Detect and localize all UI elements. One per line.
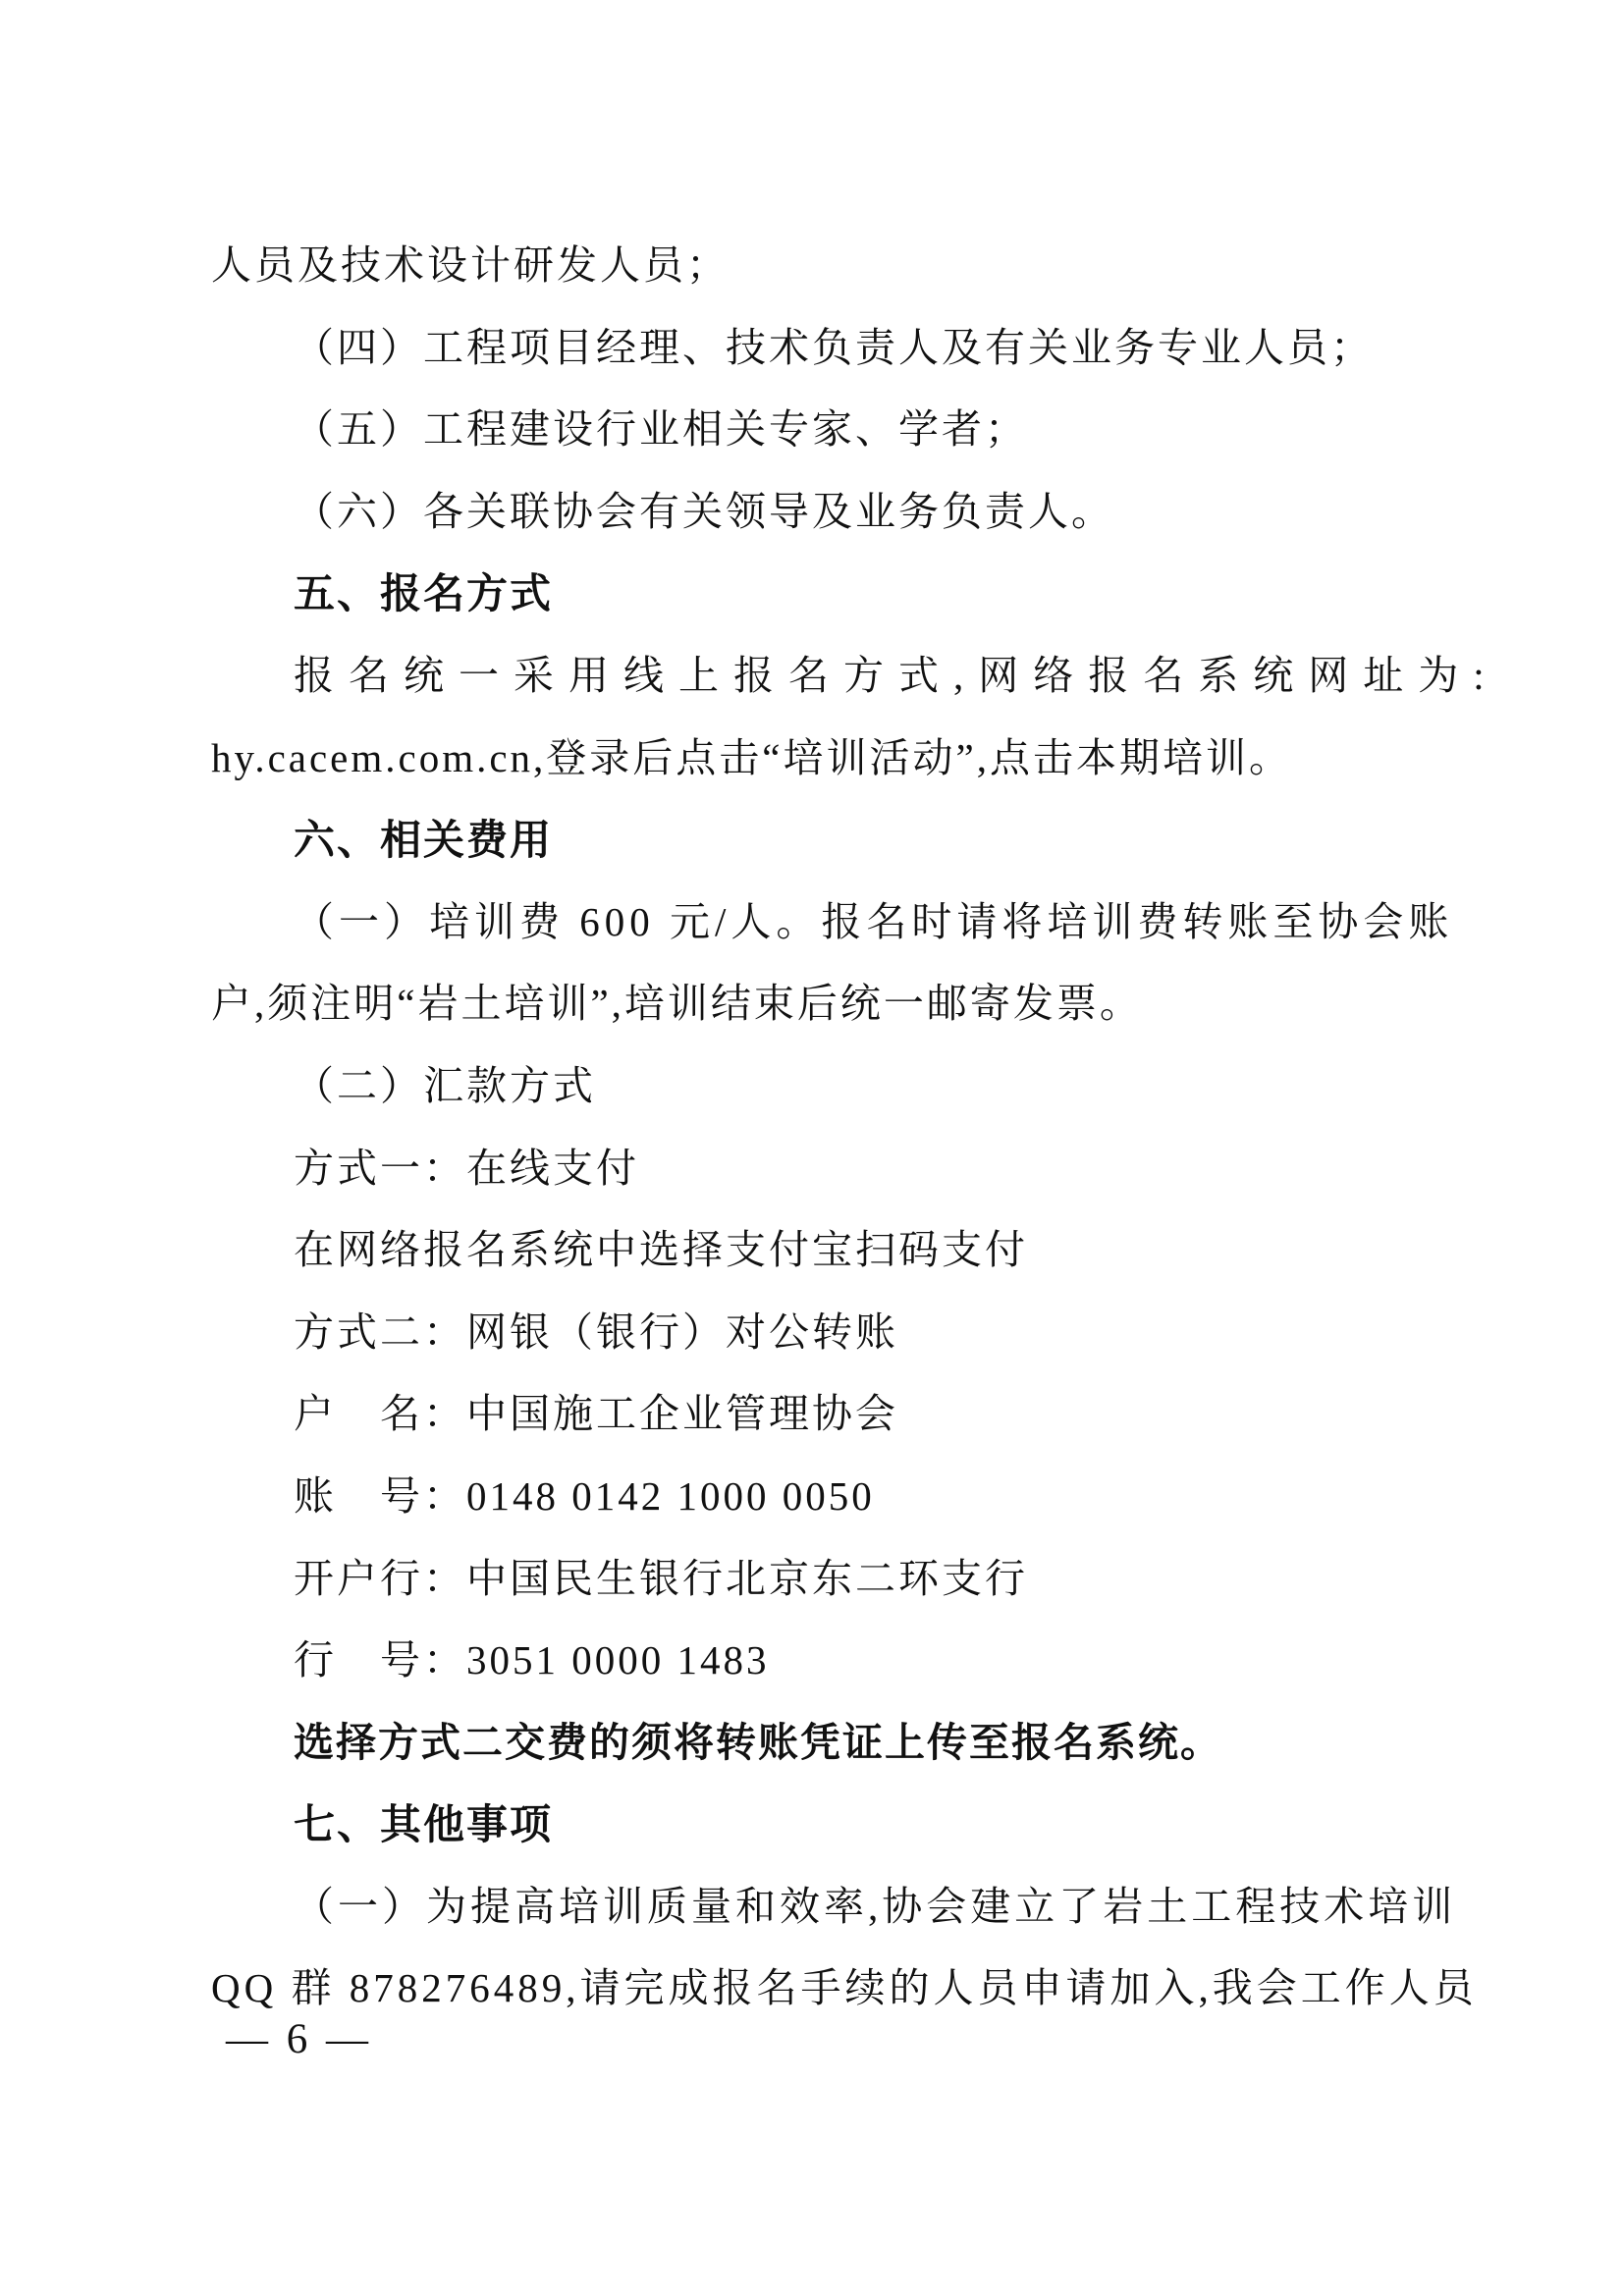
text-line: 户,须注明“岩土培训”,培训结束后统一邮寄发票。 — [211, 981, 1143, 1027]
section-heading: 五、报名方式 — [294, 570, 554, 617]
section-heading: 七、其他事项 — [294, 1801, 554, 1848]
text-line: （四）工程项目经理、技术负责人及有关业务专业人员； — [294, 324, 1374, 370]
text-line: 方式二：网银（银行）对公转账 — [294, 1308, 898, 1355]
text-line: （一）培训费 600 元/人。报名时请将培训费转账至协会账 — [294, 898, 1454, 944]
text-line: 户 名：中国施工企业管理协会 — [294, 1391, 898, 1437]
section-heading: 六、相关费用 — [294, 817, 554, 864]
text-line: 开户行：中国民生银行北京东二环支行 — [294, 1555, 1028, 1601]
text-line: QQ 群 878276489,请完成报名手续的人员申请加入,我会工作人员 — [211, 1965, 1478, 2011]
document-body — [211, 225, 1499, 2030]
text-line: 人员及技术设计研发人员； — [211, 242, 730, 288]
text-line: 行 号：3051 0000 1483 — [294, 1637, 770, 1683]
text-line: （一）为提高培训质量和效率,协会建立了岩土工程技术培训 — [294, 1883, 1457, 1929]
text-line: 报名统一采用线上报名方式,网络报名系统网址为: — [294, 652, 1499, 698]
text-line: hy.cacem.com.cn,登录后点击“培训活动”,点击本期培训。 — [211, 734, 1292, 780]
text-line: （六）各关联协会有关领导及业务负责人。 — [294, 488, 1114, 534]
text-line: 方式一：在线支付 — [294, 1145, 639, 1191]
text-line: 账 号：0148 0142 1000 0050 — [294, 1472, 875, 1519]
text-line: 在网络报名系统中选择支付宝扫码支付 — [294, 1227, 1028, 1273]
text-line: （二）汇款方式 — [294, 1062, 596, 1108]
text-line: 选择方式二交费的须将转账凭证上传至报名系统。 — [294, 1719, 1222, 1765]
page-number: — 6 — — [226, 2016, 372, 2062]
text-line: （五）工程建设行业相关专家、学者； — [294, 406, 1028, 453]
